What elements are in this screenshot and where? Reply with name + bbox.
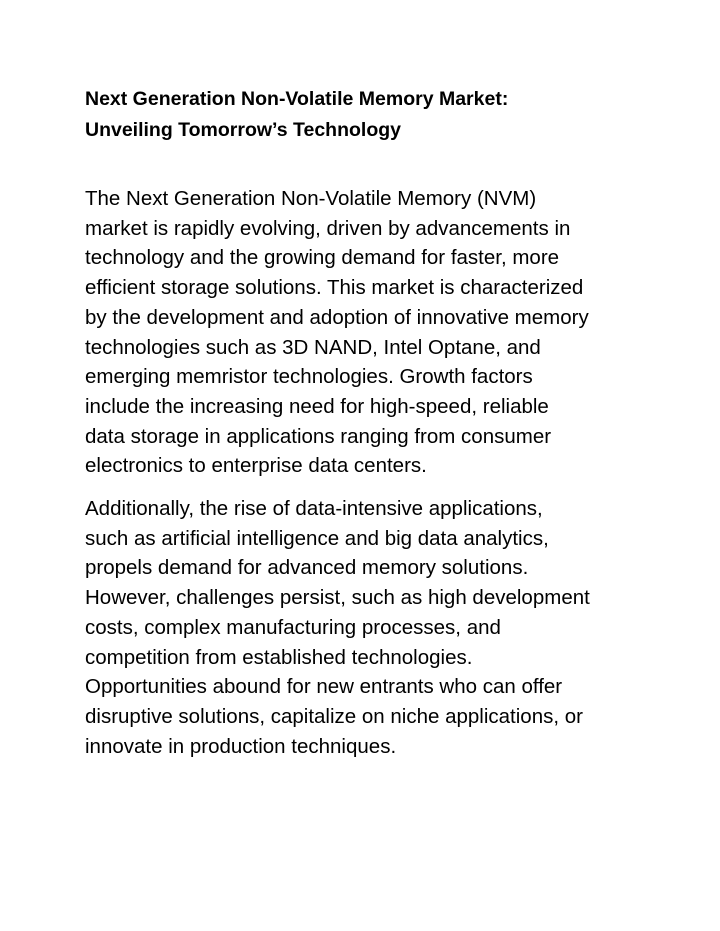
paragraph-1 <box>85 184 685 481</box>
text-line: propels demand for advanced memory solutions. <box>85 556 529 580</box>
title-line: Next Generation Non-Volatile Memory Market: <box>85 88 509 110</box>
text-line: disruptive solutions, capitalize on niche applications, or <box>85 704 583 728</box>
text-line: innovate in production techniques. <box>85 734 397 758</box>
text-line: electronics to enterprise data centers. <box>85 454 427 478</box>
text-line: The Next Generation Non-Volatile Memory (NVM) <box>85 187 537 210</box>
text-line: emerging memristor technologies. Growth factors <box>85 365 533 389</box>
text-line: However, challenges persist, such as high development <box>85 586 590 610</box>
text-line: market is rapidly evolving, driven by advancements in <box>85 216 571 240</box>
text-line: efficient storage solutions. This market is characterized <box>85 276 584 300</box>
text-line: costs, complex manufacturing processes, and <box>85 615 501 639</box>
text-line: competition from established technologies. <box>85 645 473 669</box>
text-line: Opportunities abound for new entrants who can offer <box>85 675 563 699</box>
text-line: data storage in applications ranging from consumer <box>85 424 552 448</box>
text-line: include the increasing need for high-speed, reliable <box>85 394 549 418</box>
document-title <box>85 84 665 146</box>
text-line: such as artificial intelligence and big data analytics, <box>85 526 549 550</box>
text-line: Additionally, the rise of data-intensive applications, <box>85 497 543 520</box>
text-line: technology and the growing demand for faster, more <box>85 246 560 270</box>
text-line: by the development and adoption of innovative memory <box>85 305 589 329</box>
title-line: Unveiling Tomorrow’s Technology <box>85 119 401 141</box>
paragraph-2 <box>85 494 685 761</box>
text-line: technologies such as 3D NAND, Intel Optane, and <box>85 335 541 359</box>
